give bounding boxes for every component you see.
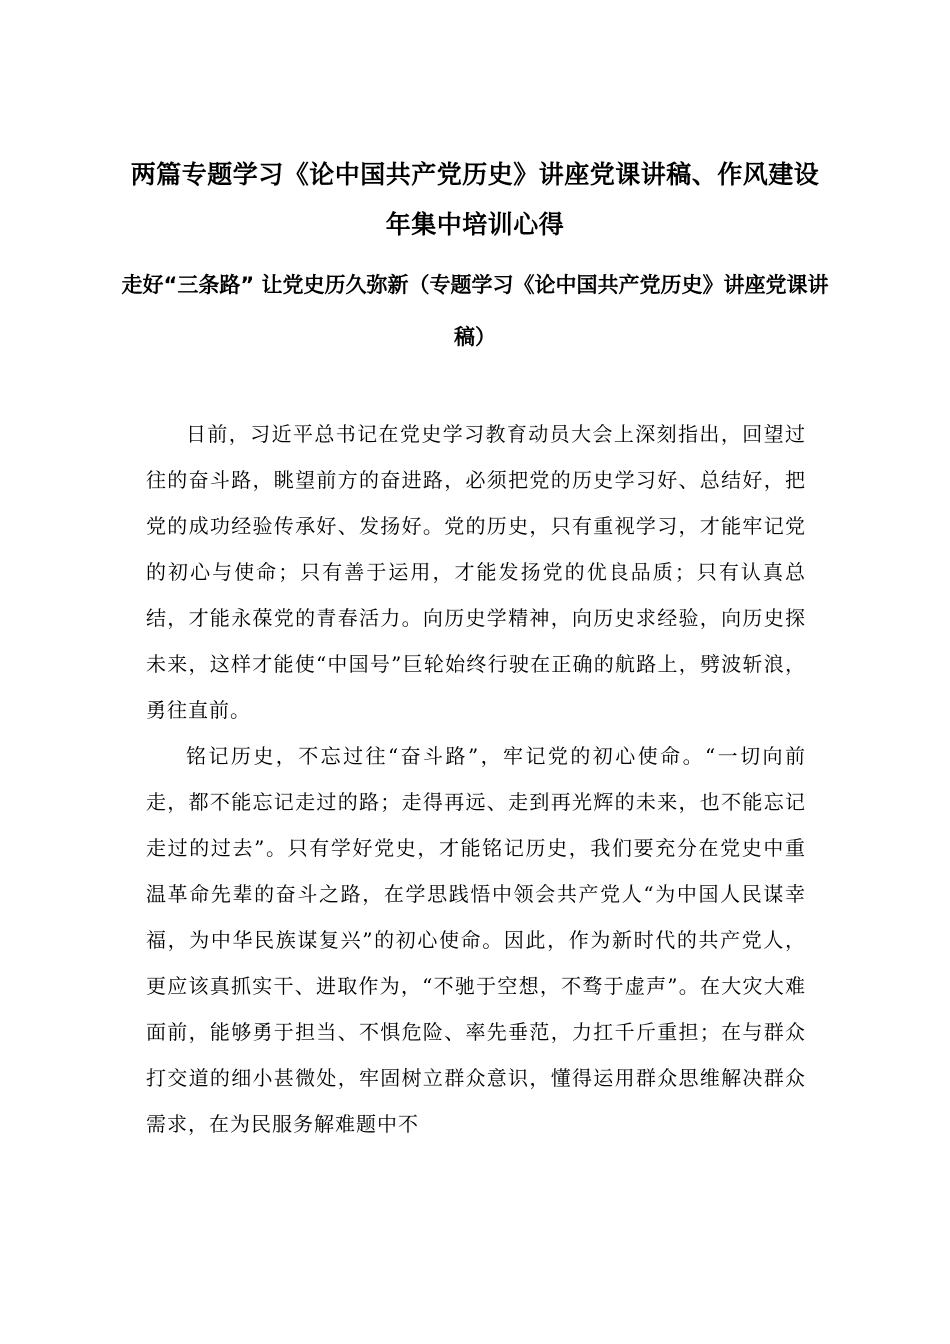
body-paragraph-2: 铭记历史，不忘过往“奋斗路”，牢记党的初心使命。“一切向前走，都不能忘记走过的路；走得再远、走到再光辉的未来，也不能忘记走过的过去”。只有学好党史，才能铭记历史，我们要充分在党史中重温革命先辈的奋斗之路，在学思践悟中领会共产党人“为中国人民谋幸福，为中华民族谋复兴”的初心使命。因此，作为新时代的共产党人，更应该真抓实干、进取作为，“不驰于空想，不骛于虚声”。在大灾大难面前，能够勇于担当、不惧危险、率先垂范，力扛千斤重担；在与群众打交道的细小甚微处，牢固树立群众意识，懂得运用群众思维解决群众需求，在为民服务解难题中不: [146, 744, 806, 1136]
document-subtitle: 走好“三条路” 让党史历久弥新（专题学习《论中国共产党历史》讲座党课讲稿）: [121, 273, 829, 349]
document-body: [146, 411, 806, 1147]
document-title: 两篇专题学习《论中国共产党历史》讲座党课讲稿、作风建设年集中培训心得: [130, 160, 820, 239]
body-paragraph-1: 日前，习近平总书记在党史学习教育动员大会上深刻指出，回望过往的奋斗路，眺望前方的奋进路，必须把党的历史学习好、总结好，把党的成功经验传承好、发扬好。党的历史，只有重视学习，才能牢记党的初心与使命；只有善于运用，才能发扬党的优良品质；只有认真总结，才能永葆党的青春活力。向历史学精神，向历史求经验，向历史探未来，这样才能使“中国号”巨轮始终行驶在正确的航路上，劈波斩浪，勇往直前。: [146, 422, 806, 722]
